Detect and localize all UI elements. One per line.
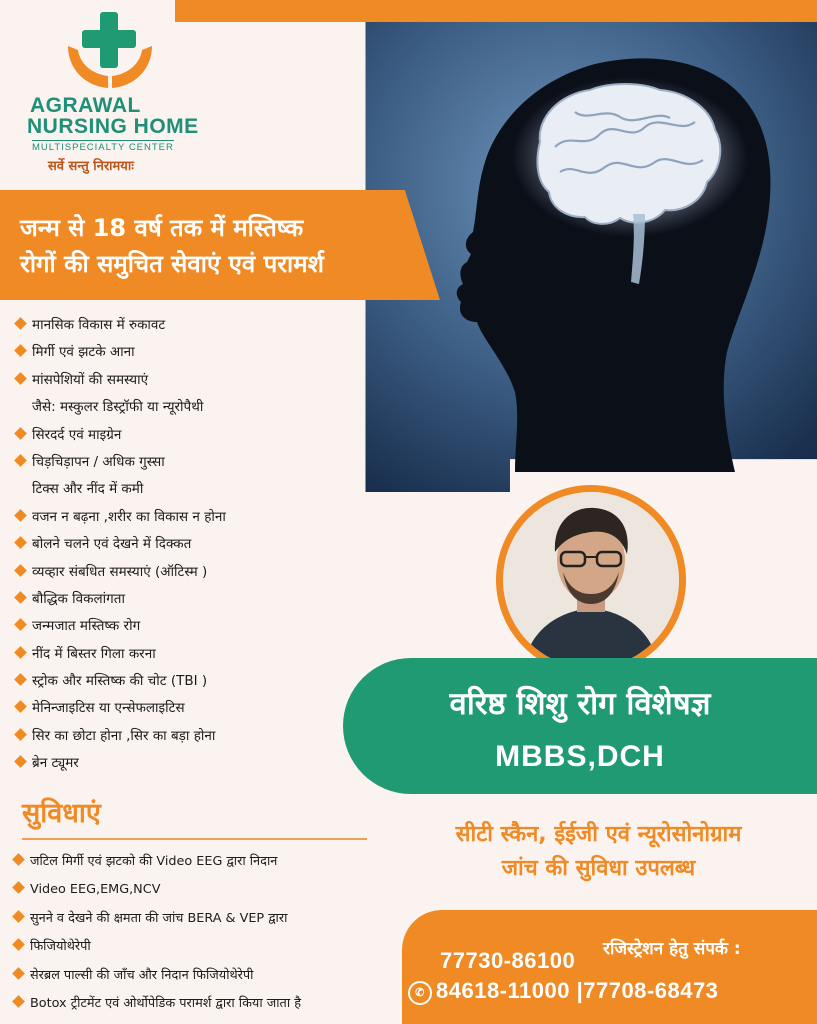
diamond-bullet-icon xyxy=(12,910,25,923)
symptom-item xyxy=(16,367,226,394)
symptom-text: सिर का छोटा होना ,सिर का बड़ा होना xyxy=(32,727,216,744)
diamond-bullet-icon xyxy=(14,345,27,358)
facility-item xyxy=(14,848,301,876)
symptom-text: मांसपेशियों की समस्याएं xyxy=(32,371,149,388)
diamond-bullet-icon xyxy=(14,673,27,686)
facility-item xyxy=(14,933,301,961)
symptom-item xyxy=(16,750,226,777)
symptom-text: बौद्धिक विकलांगता xyxy=(32,590,125,607)
symptom-text: मेनिन्जाइटिस या एन्सेफलाइटिस xyxy=(32,700,185,717)
symptom-text: वजन न बढ़ना ,शरीर का विकास न होना xyxy=(32,508,226,525)
facility-item xyxy=(14,962,301,990)
facilities-list xyxy=(14,848,301,1018)
diamond-bullet-icon xyxy=(12,995,25,1008)
symptom-text: सिरदर्द एवं माइग्रेन xyxy=(32,426,122,443)
facility-item xyxy=(14,905,301,933)
diamond-bullet-icon xyxy=(14,317,27,330)
diamond-bullet-icon xyxy=(14,372,27,385)
symptom-item xyxy=(16,641,226,668)
facility-item xyxy=(14,990,301,1018)
diamond-bullet-icon xyxy=(12,938,25,951)
headline-line2: रोगों की समुचित सेवाएं एवं परामर्श xyxy=(20,250,324,278)
symptom-item xyxy=(16,476,226,503)
symptom-text: टिक्स और नींद में कमी xyxy=(32,481,144,498)
symptom-item xyxy=(16,559,226,586)
doctor-photo xyxy=(503,492,679,668)
symptom-item xyxy=(16,613,226,640)
hospital-logo-icon xyxy=(62,6,158,94)
diamond-bullet-icon xyxy=(14,427,27,440)
diamond-bullet-icon xyxy=(14,591,27,604)
brain-icon xyxy=(537,84,720,224)
diamond-bullet-icon xyxy=(14,728,27,741)
symptom-text: व्यव्हार संबधित समस्याएं (ऑटिस्म ) xyxy=(32,563,208,580)
symptom-text: बोलने चलने एवं देखने में दिक्कत xyxy=(32,536,192,553)
facilities-title: सुविधाएं xyxy=(22,798,101,829)
symptom-item xyxy=(16,449,226,476)
symptom-item xyxy=(16,312,226,339)
symptom-item xyxy=(16,531,226,558)
symptom-item xyxy=(16,394,226,421)
facility-text: सुनने व देखने की क्षमता की जांच BERA & VEP द्वारा xyxy=(30,910,288,926)
facility-text: जटिल मिर्गी एवं झटको की Video EEG द्वारा निदान xyxy=(30,854,278,869)
symptom-list xyxy=(16,312,226,778)
diamond-bullet-icon xyxy=(14,536,27,549)
symptom-text: स्ट्रोक और मस्तिष्क की चोट (TBI ) xyxy=(32,673,208,690)
symptom-item xyxy=(16,723,226,750)
phone-number-1[interactable]: 77730-86100 xyxy=(440,948,576,973)
diamond-bullet-icon xyxy=(14,509,27,522)
diamond-bullet-icon xyxy=(14,564,27,577)
symptom-item xyxy=(16,586,226,613)
facility-text: सेरब्रल पाल्सी की जाँच और निदान फिजियोथेरेपी xyxy=(30,967,254,983)
diamond-bullet-icon xyxy=(12,853,25,866)
symptom-text: चिड़चिड़ापन / अधिक गुस्सा xyxy=(32,453,165,470)
symptom-text: जन्मजात मस्तिष्क रोग xyxy=(32,618,141,635)
facility-text: Video EEG,EMG,NCV xyxy=(30,882,161,898)
diamond-bullet-icon xyxy=(14,454,27,467)
facilities-divider xyxy=(22,838,367,840)
diamond-bullet-icon xyxy=(14,646,27,659)
scan-facility-line2: जांच की सुविधा उपलब्ध xyxy=(501,856,696,881)
top-orange-band xyxy=(175,0,817,22)
doctor-portrait-icon xyxy=(503,492,679,668)
facility-text: फिजियोथेरेपी xyxy=(30,939,91,955)
symptom-item xyxy=(16,668,226,695)
symptom-text: मानसिक विकास में रुकावट xyxy=(32,317,166,333)
doctor-title: वरिष्ठ शिशु रोग विशेषज्ञ xyxy=(449,686,711,722)
symptom-text: मिर्गी एवं झटके आना xyxy=(32,344,135,361)
diamond-bullet-icon xyxy=(12,882,25,895)
headline xyxy=(20,210,430,282)
scan-facility-line1: सीटी स्कैन, ईईजी एवं न्यूरोसोनोग्राम xyxy=(455,822,742,847)
headline-line1: जन्म से 18 वर्ष तक में मस्तिष्क xyxy=(20,214,304,242)
brand-tagline: सर्वे सन्तु निरामयाः xyxy=(48,159,134,174)
phone-number-2[interactable]: 84618-11000 |77708-68473 xyxy=(436,978,719,1003)
symptom-item xyxy=(16,422,226,449)
symptom-text: जैसे: मस्कुलर डिस्ट्रॉफी या न्यूरोपैथी xyxy=(32,399,204,416)
brand-name-line1: AGRAWAL xyxy=(30,94,141,117)
diamond-bullet-icon xyxy=(12,967,25,980)
brand-name-line2: NURSING HOME xyxy=(27,115,199,138)
whatsapp-icon: ✆ xyxy=(408,981,432,1005)
brand-subtitle: MULTISPECIALTY CENTER xyxy=(32,142,174,153)
symptom-item xyxy=(16,504,226,531)
symptom-text: ब्रेन ट्यूमर xyxy=(32,755,79,772)
registration-label: रजिस्ट्रेशन हेतु संपर्क : xyxy=(603,939,741,959)
symptom-item xyxy=(16,339,226,366)
diamond-bullet-icon xyxy=(14,618,27,631)
symptom-item xyxy=(16,695,226,722)
diamond-bullet-icon xyxy=(14,701,27,714)
facility-text: Botox ट्रीटमेंट एवं ओर्थोपेडिक परामर्श द्वारा किया जाता है xyxy=(30,995,302,1011)
diamond-bullet-icon xyxy=(14,755,27,768)
facility-item xyxy=(14,876,301,904)
phone-number-2-row[interactable] xyxy=(408,978,718,1005)
doctor-degree: MBBS,DCH xyxy=(495,740,665,773)
symptom-text: नींद में बिस्तर गिला करना xyxy=(32,645,156,662)
